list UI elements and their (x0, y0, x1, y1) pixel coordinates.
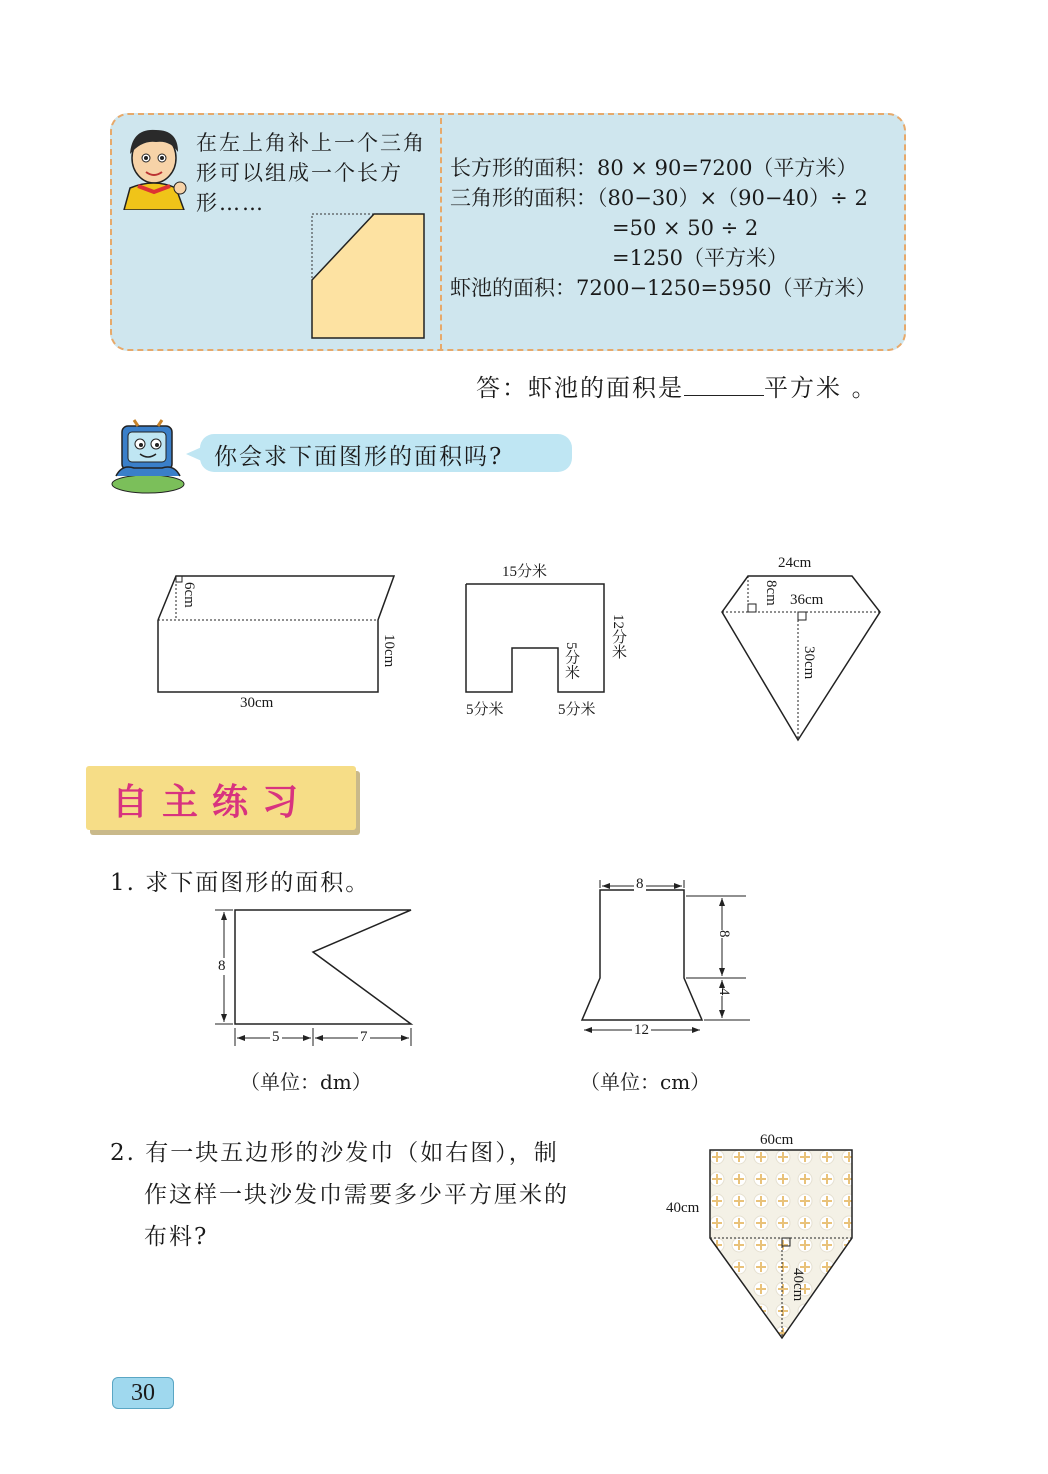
label-left-foot: 5分米 (466, 702, 504, 718)
completed-rectangle-figure (308, 210, 428, 340)
label-side: 10cm (381, 634, 397, 668)
fig-b-h1: 8 (716, 930, 732, 938)
exercise-2-question-line-2: 作这样一块沙发巾需要多少平方厘米的 (144, 1182, 569, 1208)
fig-b-unit: （单位：cm） (580, 1070, 711, 1094)
answer-blank[interactable] (684, 373, 764, 396)
robot-character-icon (108, 418, 188, 494)
page-number: 30 (112, 1377, 174, 1409)
label-kite-small-height: 8cm (763, 580, 779, 606)
boy-speech-text: 在左上角补上一个三角形可以组成一个长方形…… (196, 131, 426, 215)
tip-divider (440, 118, 442, 350)
calc-line-1: 长方形的面积：80 × 90=7200（平方米） (450, 156, 858, 180)
label-kite-top: 24cm (778, 555, 812, 571)
calc-line-5: 虾池的面积：7200−1250=5950（平方米） (450, 276, 877, 300)
fig-b-h2: 4 (716, 988, 732, 996)
fig-b-top: 8 (636, 876, 644, 892)
label-kite-big-height: 30cm (801, 646, 817, 680)
exercise-1-figure-a (205, 900, 425, 1050)
fig-a-w2: 7 (360, 1029, 368, 1045)
calc-line-3: =50 × 50 ÷ 2 (612, 216, 759, 240)
label-notch-depth: 5分米 (563, 642, 579, 680)
fig-a-unit: （单位：dm） (240, 1070, 372, 1094)
sofa-top-label: 60cm (760, 1132, 794, 1148)
label-base: 30cm (240, 695, 274, 711)
prompt-text: 你会求下面图形的面积吗? (214, 444, 504, 470)
answer-line (476, 368, 878, 403)
calc-line-2: 三角形的面积：（80−30）×（90−40）÷ 2 (450, 186, 868, 210)
exercise-1-question: 1. 求下面图形的面积。 (110, 870, 371, 896)
label-top-height: 6cm (181, 582, 197, 608)
answer-prefix: 答：虾池的面积是 (476, 374, 684, 402)
sofa-cloth-pentagon-figure (706, 1146, 856, 1342)
fig-b-bottom: 12 (634, 1022, 649, 1038)
label-right-foot: 5分米 (558, 702, 596, 718)
label-notch-right: 12分米 (610, 614, 626, 659)
label-kite-width: 36cm (790, 592, 824, 608)
calc-line-4: =1250（平方米） (612, 246, 789, 270)
fig-a-w1: 5 (272, 1029, 280, 1045)
bubble-tail (186, 446, 204, 462)
boy-character-icon (116, 118, 192, 210)
exercise-1-figure-b (576, 878, 756, 1048)
sofa-side-label: 40cm (666, 1200, 700, 1216)
exercise-2-question-line-1: 2. 有一块五边形的沙发巾（如右图），制 (110, 1140, 559, 1166)
exercise-2-question-line-3: 布料? (144, 1224, 209, 1250)
answer-suffix: 平方米 。 (764, 374, 878, 402)
section-title: 自主练习 (112, 782, 313, 823)
figure-notched-rectangle (460, 578, 610, 698)
label-notch-top: 15分米 (502, 564, 548, 580)
sofa-height-label: 40cm (790, 1268, 806, 1302)
fig-a-height: 8 (218, 958, 226, 974)
